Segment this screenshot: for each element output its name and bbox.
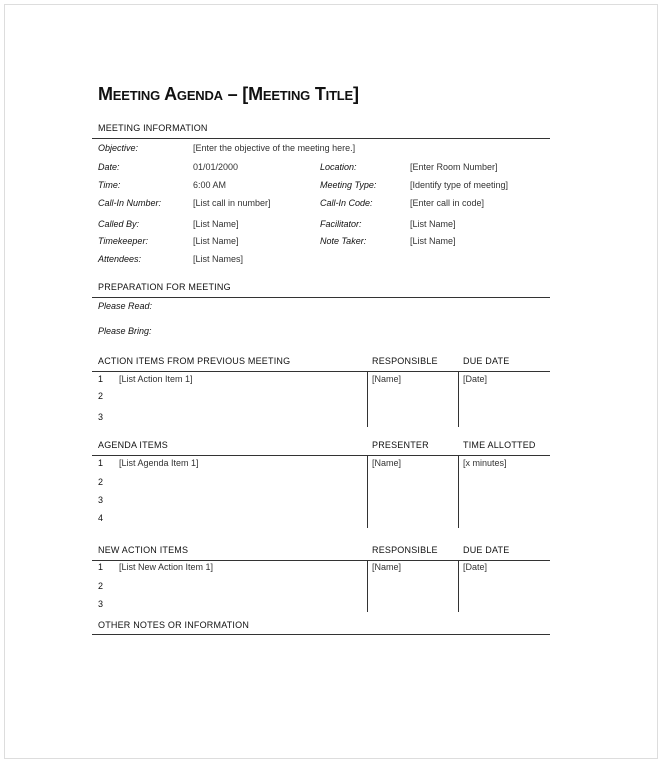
row-number: 1 — [98, 458, 104, 468]
new-actions-col2-header: RESPONSIBLE — [372, 545, 438, 555]
item-owner[interactable]: [Name] — [372, 562, 402, 572]
callin-number-label: Call-In Number: — [98, 198, 162, 208]
agenda-col2-header: PRESENTER — [372, 440, 429, 450]
timekeeper-label: Timekeeper: — [98, 236, 148, 246]
meeting-info-header: MEETING INFORMATION — [98, 123, 208, 133]
new-actions-header: NEW ACTION ITEMS — [98, 545, 189, 555]
callin-code-value[interactable]: [Enter call in code] — [410, 198, 485, 208]
meeting-type-value[interactable]: [Identify type of meeting] — [410, 180, 509, 190]
called-by-label: Called By: — [98, 219, 140, 229]
location-value[interactable]: [Enter Room Number] — [410, 162, 498, 172]
row-number: 3 — [98, 412, 104, 422]
callin-number-value[interactable]: [List call in number] — [193, 198, 271, 208]
row-number: 2 — [98, 391, 104, 401]
attendees-label: Attendees: — [98, 254, 142, 264]
row-number: 2 — [98, 477, 104, 487]
row-number: 1 — [98, 562, 104, 572]
page-title: Meeting Agenda – [Meeting Title] — [98, 84, 359, 104]
divider — [92, 138, 550, 139]
item-time[interactable]: [Date] — [463, 374, 488, 384]
divider — [92, 455, 550, 456]
item-time[interactable]: [Date] — [463, 562, 488, 572]
divider — [92, 634, 550, 635]
divider — [92, 371, 550, 372]
please-bring-label: Please Bring: — [98, 326, 152, 336]
time-value[interactable]: 6:00 AM — [193, 180, 227, 190]
item-time[interactable]: [x minutes] — [463, 458, 507, 468]
meeting-type-label: Meeting Type: — [320, 180, 377, 190]
prev-actions-header: ACTION ITEMS FROM PREVIOUS MEETING — [98, 356, 291, 366]
please-read-label: Please Read: — [98, 301, 153, 311]
note-taker-value[interactable]: [List Name] — [410, 236, 456, 246]
other-notes-header: OTHER NOTES OR INFORMATION — [98, 620, 250, 630]
divider — [92, 560, 550, 561]
item-text[interactable]: [List Agenda Item 1] — [119, 458, 199, 468]
preparation-header: PREPARATION FOR MEETING — [98, 282, 231, 292]
column-divider — [458, 560, 459, 612]
row-number: 3 — [98, 599, 104, 609]
prev-actions-col2-header: RESPONSIBLE — [372, 356, 438, 366]
column-divider — [458, 371, 459, 427]
date-label: Date: — [98, 162, 120, 172]
facilitator-value[interactable]: [List Name] — [410, 219, 456, 229]
called-by-value[interactable]: [List Name] — [193, 219, 239, 229]
note-taker-label: Note Taker: — [320, 236, 367, 246]
row-number: 2 — [98, 581, 104, 591]
location-label: Location: — [320, 162, 357, 172]
divider — [92, 297, 550, 298]
row-number: 1 — [98, 374, 104, 384]
column-divider — [367, 455, 368, 528]
item-owner[interactable]: [Name] — [372, 374, 402, 384]
objective-label: Objective: — [98, 143, 139, 153]
column-divider — [367, 560, 368, 612]
item-text[interactable]: [List New Action Item 1] — [119, 562, 214, 572]
objective-value[interactable]: [Enter the objective of the meeting here.] — [193, 143, 356, 153]
callin-code-label: Call-In Code: — [320, 198, 373, 208]
new-actions-col3-header: DUE DATE — [463, 545, 510, 555]
prev-actions-col3-header: DUE DATE — [463, 356, 510, 366]
item-text[interactable]: [List Action Item 1] — [119, 374, 193, 384]
item-owner[interactable]: [Name] — [372, 458, 402, 468]
facilitator-label: Facilitator: — [320, 219, 362, 229]
row-number: 4 — [98, 513, 104, 523]
date-value[interactable]: 01/01/2000 — [193, 162, 239, 172]
time-label: Time: — [98, 180, 121, 190]
column-divider — [458, 455, 459, 528]
agenda-header: AGENDA ITEMS — [98, 440, 168, 450]
row-number: 3 — [98, 495, 104, 505]
timekeeper-value[interactable]: [List Name] — [193, 236, 239, 246]
agenda-col3-header: TIME ALLOTTED — [463, 440, 536, 450]
column-divider — [367, 371, 368, 427]
attendees-value[interactable]: [List Names] — [193, 254, 244, 264]
